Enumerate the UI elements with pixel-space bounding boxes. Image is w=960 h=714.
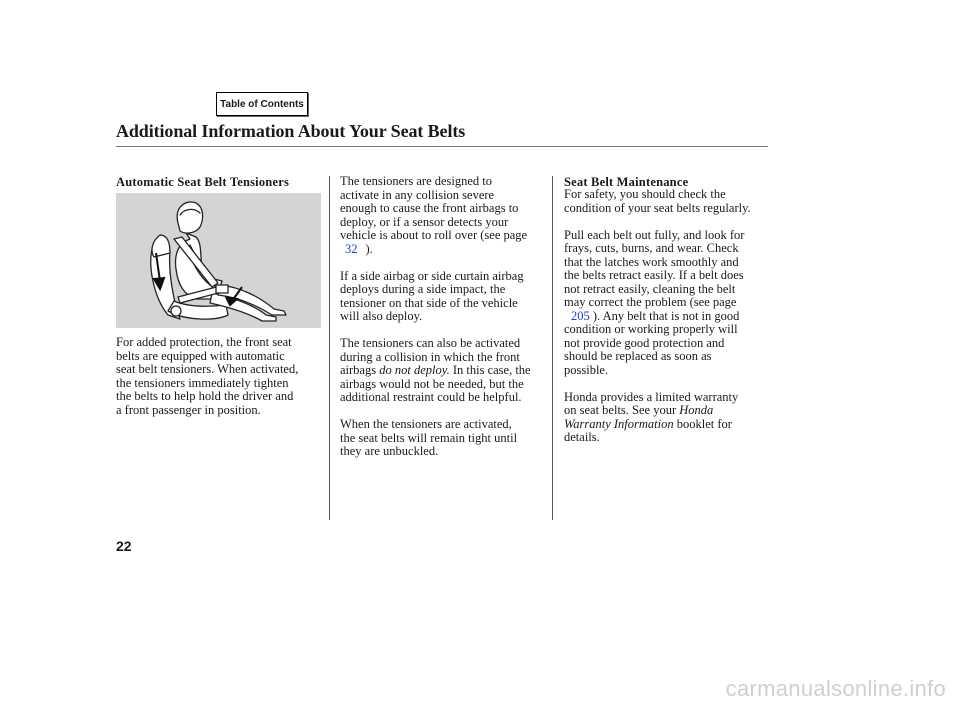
table-of-contents-button[interactable]: Table of Contents (216, 92, 308, 116)
section-heading-tensioners: Automatic Seat Belt Tensioners (116, 175, 290, 189)
text-line: that the latches work smoothly and (564, 254, 739, 269)
text-line: during a collision in which the front (340, 349, 520, 364)
text-line: should be replaced as soon as (564, 349, 712, 363)
text-line: The tensioners are designed to (340, 174, 493, 188)
text-line: not retract easily, cleaning the belt (564, 281, 736, 296)
emphasis-do-not-deploy: do not deploy. (379, 363, 450, 377)
emphasis-honda: Honda (679, 403, 714, 417)
seat-belt-illustration (116, 193, 321, 328)
left-column-text (116, 336, 328, 431)
paragraph-when-activated (340, 418, 550, 459)
column-divider-1 (329, 176, 330, 520)
page-number: 22 (116, 538, 132, 554)
paragraph-side-airbag (340, 270, 550, 324)
text-line: deploys during a side impact, the (340, 282, 506, 296)
page-title: Additional Information About Your Seat Belts (116, 121, 466, 141)
text-line: For safety, you should check the (564, 187, 726, 201)
text-line: ). Any belt that is not in good (592, 308, 740, 323)
text-line: If a side airbag or side curtain airbag (340, 268, 524, 283)
text-line: the belts to help hold the driver and (116, 389, 294, 403)
text-line: not provide good protection and (564, 335, 725, 350)
middle-column-text (340, 175, 550, 472)
text-line: airbags would not be needed, but the (340, 376, 524, 391)
text-line: For added protection, the front seat (116, 335, 292, 349)
text-line: airbags (340, 363, 377, 377)
paragraph-designed-to-activate (340, 175, 550, 256)
text-line: they are unbuckled. (340, 444, 439, 458)
text-line: condition or working properly will (564, 322, 738, 336)
section-heading-maintenance: Seat Belt Maintenance (564, 175, 689, 189)
text-line: the tensioners immediately tighten (116, 375, 289, 390)
right-column-text (564, 188, 774, 458)
text-line: the seat belts will remain tight until (340, 430, 518, 445)
site-watermark: carmanualsonline.info (725, 676, 946, 701)
text-line: Pull each belt out fully, and look for (564, 227, 745, 242)
text-line: ). (365, 241, 373, 256)
text-line: Honda provides a limited warranty (564, 389, 739, 404)
text-line: frays, cuts, burns, and wear. Check (564, 241, 739, 255)
text-line: the belts retract easily. If a belt does (564, 268, 744, 282)
seated-passenger-icon (116, 193, 321, 328)
text-line: details. (564, 430, 600, 444)
text-line: condition of your seat belts regularly. (564, 200, 751, 215)
text-line: belts are equipped with automatic (116, 348, 285, 363)
text-line: on seat belts. See your (564, 403, 677, 417)
paragraph-warranty (564, 391, 774, 445)
text-line: vehicle is about to roll over (see page (340, 228, 528, 242)
column-divider-2 (552, 176, 553, 520)
text-line: will also deploy. (340, 309, 423, 323)
text-line: In this case, the (452, 363, 531, 377)
paragraph-check-condition (564, 188, 774, 215)
paragraph-pull-each-belt (564, 229, 774, 378)
text-line: tensioner on that side of the vehicle (340, 295, 518, 310)
text-line: may correct the problem (see page (564, 295, 737, 309)
text-line: The tensioners can also be activated (340, 336, 521, 350)
text-line: additional restraint could be helpful. (340, 390, 522, 404)
text-line: deploy, or if a sensor detects your (340, 214, 509, 229)
text-line: seat belt tensioners. When activated, (116, 362, 299, 376)
tensioners-paragraph (116, 336, 328, 417)
paragraph-also-activated (340, 337, 550, 405)
page-32-link[interactable]: 32 (345, 241, 358, 256)
text-line: When the tensioners are activated, (340, 417, 512, 431)
page-205-link[interactable]: 205 (571, 308, 590, 323)
text-line: activate in any collision severe (340, 187, 495, 202)
title-divider (116, 146, 768, 147)
emphasis-warranty-information: Warranty Information (564, 416, 674, 431)
text-line: booklet for (676, 416, 732, 431)
text-line: a front passenger in position. (116, 402, 261, 417)
text-line: enough to cause the front airbags to (340, 201, 519, 215)
text-line: possible. (564, 362, 609, 377)
